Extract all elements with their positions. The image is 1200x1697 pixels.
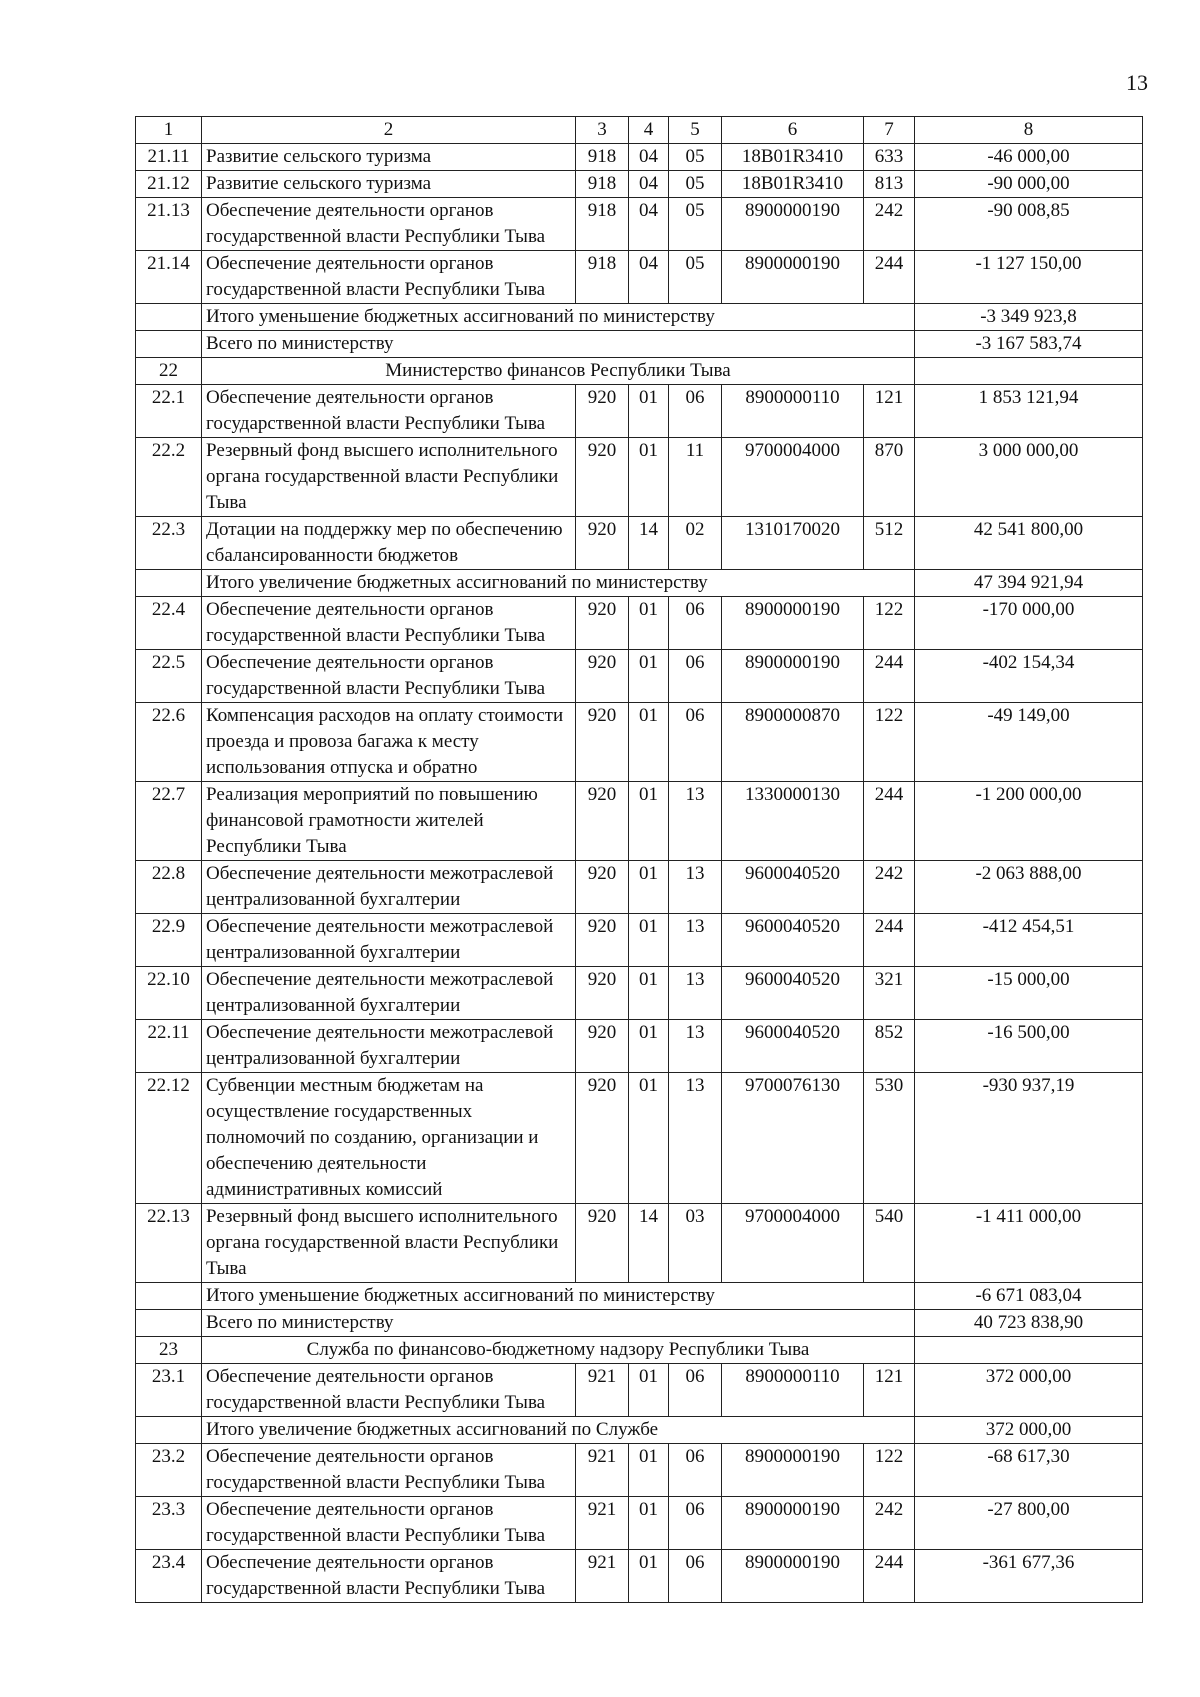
amount: -361 677,36	[915, 1550, 1143, 1603]
target-article-code: 9600040520	[722, 861, 864, 914]
row-number: 23.4	[136, 1550, 202, 1603]
subsection-code: 13	[669, 967, 722, 1020]
expense-type-code: 122	[864, 597, 915, 650]
row-number: 23.1	[136, 1364, 202, 1417]
amount: -1 411 000,00	[915, 1204, 1143, 1283]
table-row	[136, 967, 1143, 1020]
ministry-code: 920	[576, 517, 629, 570]
target-article-code: 18B01R3410	[722, 144, 864, 171]
table-row	[136, 1020, 1143, 1073]
section-number: 23	[136, 1337, 202, 1364]
subsection-code: 11	[669, 438, 722, 517]
row-number: 22.5	[136, 650, 202, 703]
row-number: 22.9	[136, 914, 202, 967]
section-code: 04	[629, 251, 669, 304]
row-description: Резервный фонд высшего исполнительного органа государственной власти Республики Тыва	[202, 438, 576, 517]
amount: -2 063 888,00	[915, 861, 1143, 914]
row-description: Дотации на поддержку мер по обеспечению сбалансированности бюджетов	[202, 517, 576, 570]
section-code: 01	[629, 967, 669, 1020]
section-code: 01	[629, 650, 669, 703]
table-row	[136, 650, 1143, 703]
total-amount: -3 349 923,8	[915, 304, 1143, 331]
row-description: Обеспечение деятельности органов государственной власти Республики Тыва	[202, 1364, 576, 1417]
target-article-code: 8900000190	[722, 1497, 864, 1550]
row-number: 22.11	[136, 1020, 202, 1073]
target-article-code: 9600040520	[722, 1020, 864, 1073]
section-code: 01	[629, 1550, 669, 1603]
total-row	[136, 1310, 1143, 1337]
table-row	[136, 144, 1143, 171]
total-label: Итого увеличение бюджетных ассигнований по Службе	[202, 1417, 915, 1444]
ministry-code: 921	[576, 1364, 629, 1417]
table-row	[136, 1073, 1143, 1204]
section-code: 01	[629, 438, 669, 517]
column-header: 8	[915, 117, 1143, 144]
row-description: Обеспечение деятельности межотраслевой централизованной бухгалтерии	[202, 914, 576, 967]
subsection-code: 06	[669, 597, 722, 650]
table-row	[136, 171, 1143, 198]
expense-type-code: 852	[864, 1020, 915, 1073]
expense-type-code: 244	[864, 782, 915, 861]
subsection-code: 05	[669, 171, 722, 198]
column-header: 4	[629, 117, 669, 144]
table-row	[136, 703, 1143, 782]
expense-type-code: 870	[864, 438, 915, 517]
row-number: 22.6	[136, 703, 202, 782]
total-spacer	[136, 1417, 202, 1444]
table-row	[136, 1444, 1143, 1497]
subsection-code: 05	[669, 251, 722, 304]
ministry-code: 920	[576, 703, 629, 782]
ministry-code: 920	[576, 914, 629, 967]
total-label: Итого уменьшение бюджетных ассигнований по министерству	[202, 1283, 915, 1310]
row-number: 22.12	[136, 1073, 202, 1204]
row-description: Развитие сельского туризма	[202, 171, 576, 198]
row-description: Обеспечение деятельности органов государственной власти Республики Тыва	[202, 251, 576, 304]
expense-type-code: 530	[864, 1073, 915, 1204]
target-article-code: 9600040520	[722, 967, 864, 1020]
row-description: Обеспечение деятельности органов государственной власти Республики Тыва	[202, 198, 576, 251]
ministry-code: 921	[576, 1497, 629, 1550]
row-description: Обеспечение деятельности межотраслевой централизованной бухгалтерии	[202, 967, 576, 1020]
row-description: Обеспечение деятельности межотраслевой централизованной бухгалтерии	[202, 1020, 576, 1073]
expense-type-code: 540	[864, 1204, 915, 1283]
expense-type-code: 121	[864, 385, 915, 438]
subsection-code: 06	[669, 650, 722, 703]
row-description: Обеспечение деятельности органов государственной власти Республики Тыва	[202, 1444, 576, 1497]
budget-table	[135, 116, 1143, 1603]
expense-type-code: 244	[864, 1550, 915, 1603]
section-code: 14	[629, 517, 669, 570]
table-row	[136, 251, 1143, 304]
subsection-code: 03	[669, 1204, 722, 1283]
target-article-code: 1330000130	[722, 782, 864, 861]
total-label: Итого уменьшение бюджетных ассигнований по министерству	[202, 304, 915, 331]
column-header: 6	[722, 117, 864, 144]
subsection-code: 06	[669, 385, 722, 438]
row-description: Развитие сельского туризма	[202, 144, 576, 171]
total-spacer	[136, 1283, 202, 1310]
section-code: 04	[629, 144, 669, 171]
expense-type-code: 242	[864, 1497, 915, 1550]
total-row	[136, 331, 1143, 358]
expense-type-code: 242	[864, 861, 915, 914]
target-article-code: 8900000190	[722, 198, 864, 251]
target-article-code: 8900000190	[722, 1550, 864, 1603]
section-code: 04	[629, 198, 669, 251]
row-number: 22.10	[136, 967, 202, 1020]
section-code: 01	[629, 1364, 669, 1417]
ministry-code: 920	[576, 438, 629, 517]
subsection-code: 13	[669, 782, 722, 861]
table-row	[136, 517, 1143, 570]
subsection-code: 06	[669, 703, 722, 782]
target-article-code: 8900000870	[722, 703, 864, 782]
row-number: 21.14	[136, 251, 202, 304]
section-spacer	[915, 1337, 1143, 1364]
ministry-code: 920	[576, 861, 629, 914]
amount: -1 127 150,00	[915, 251, 1143, 304]
total-spacer	[136, 331, 202, 358]
section-code: 01	[629, 1444, 669, 1497]
ministry-code: 920	[576, 385, 629, 438]
section-code: 01	[629, 597, 669, 650]
page-number: 13	[1126, 70, 1148, 95]
section-title: Министерство финансов Республики Тыва	[202, 358, 915, 385]
amount: -27 800,00	[915, 1497, 1143, 1550]
row-description: Обеспечение деятельности органов государственной власти Республики Тыва	[202, 385, 576, 438]
target-article-code: 8900000190	[722, 650, 864, 703]
section-row	[136, 358, 1143, 385]
expense-type-code: 122	[864, 703, 915, 782]
section-spacer	[915, 358, 1143, 385]
total-amount: -3 167 583,74	[915, 331, 1143, 358]
section-code: 01	[629, 782, 669, 861]
column-header-row	[136, 117, 1143, 144]
subsection-code: 05	[669, 198, 722, 251]
total-row	[136, 1283, 1143, 1310]
target-article-code: 1310170020	[722, 517, 864, 570]
row-number: 23.3	[136, 1497, 202, 1550]
row-description: Обеспечение деятельности органов государственной власти Республики Тыва	[202, 1550, 576, 1603]
row-number: 22.7	[136, 782, 202, 861]
table-row	[136, 1204, 1143, 1283]
table-row	[136, 914, 1143, 967]
ministry-code: 918	[576, 198, 629, 251]
row-description: Обеспечение деятельности межотраслевой централизованной бухгалтерии	[202, 861, 576, 914]
target-article-code: 9700004000	[722, 1204, 864, 1283]
total-amount: 40 723 838,90	[915, 1310, 1143, 1337]
ministry-code: 918	[576, 251, 629, 304]
section-code: 01	[629, 1497, 669, 1550]
row-description: Резервный фонд высшего исполнительного органа государственной власти Республики Тыва	[202, 1204, 576, 1283]
target-article-code: 9700004000	[722, 438, 864, 517]
expense-type-code: 244	[864, 914, 915, 967]
ministry-code: 920	[576, 1020, 629, 1073]
row-description: Реализация мероприятий по повышению финансовой грамотности жителей Республики Тыва	[202, 782, 576, 861]
ministry-code: 920	[576, 650, 629, 703]
table-row	[136, 438, 1143, 517]
amount: -15 000,00	[915, 967, 1143, 1020]
section-row	[136, 1337, 1143, 1364]
target-article-code: 9700076130	[722, 1073, 864, 1204]
amount: -170 000,00	[915, 597, 1143, 650]
expense-type-code: 244	[864, 650, 915, 703]
amount: 1 853 121,94	[915, 385, 1143, 438]
amount: -412 454,51	[915, 914, 1143, 967]
row-description: Обеспечение деятельности органов государственной власти Республики Тыва	[202, 597, 576, 650]
amount: -49 149,00	[915, 703, 1143, 782]
row-number: 23.2	[136, 1444, 202, 1497]
table-row	[136, 1550, 1143, 1603]
ministry-code: 921	[576, 1550, 629, 1603]
section-number: 22	[136, 358, 202, 385]
column-header: 1	[136, 117, 202, 144]
column-header: 5	[669, 117, 722, 144]
table-body	[136, 117, 1143, 1603]
column-header: 7	[864, 117, 915, 144]
subsection-code: 06	[669, 1550, 722, 1603]
row-number: 22.13	[136, 1204, 202, 1283]
row-description: Обеспечение деятельности органов государственной власти Республики Тыва	[202, 650, 576, 703]
total-spacer	[136, 1310, 202, 1337]
subsection-code: 06	[669, 1364, 722, 1417]
expense-type-code: 121	[864, 1364, 915, 1417]
row-number: 22.4	[136, 597, 202, 650]
row-number: 22.3	[136, 517, 202, 570]
table-row	[136, 597, 1143, 650]
amount: 372 000,00	[915, 1364, 1143, 1417]
ministry-code: 920	[576, 1073, 629, 1204]
column-header: 3	[576, 117, 629, 144]
table-row	[136, 1364, 1143, 1417]
table-row	[136, 385, 1143, 438]
expense-type-code: 242	[864, 198, 915, 251]
target-article-code: 8900000190	[722, 597, 864, 650]
total-label: Итого увеличение бюджетных ассигнований по министерству	[202, 570, 915, 597]
section-code: 01	[629, 861, 669, 914]
ministry-code: 920	[576, 1204, 629, 1283]
row-number: 22.8	[136, 861, 202, 914]
subsection-code: 06	[669, 1497, 722, 1550]
ministry-code: 918	[576, 171, 629, 198]
amount: -90 008,85	[915, 198, 1143, 251]
table-row	[136, 782, 1143, 861]
subsection-code: 13	[669, 914, 722, 967]
subsection-code: 13	[669, 1073, 722, 1204]
target-article-code: 8900000190	[722, 251, 864, 304]
expense-type-code: 512	[864, 517, 915, 570]
subsection-code: 06	[669, 1444, 722, 1497]
amount: -68 617,30	[915, 1444, 1143, 1497]
target-article-code: 8900000110	[722, 1364, 864, 1417]
column-header: 2	[202, 117, 576, 144]
row-number: 21.11	[136, 144, 202, 171]
expense-type-code: 633	[864, 144, 915, 171]
section-code: 01	[629, 1020, 669, 1073]
subsection-code: 13	[669, 861, 722, 914]
row-description: Обеспечение деятельности органов государственной власти Республики Тыва	[202, 1497, 576, 1550]
amount: 42 541 800,00	[915, 517, 1143, 570]
section-code: 01	[629, 385, 669, 438]
total-spacer	[136, 570, 202, 597]
total-row	[136, 304, 1143, 331]
ministry-code: 920	[576, 782, 629, 861]
subsection-code: 13	[669, 1020, 722, 1073]
expense-type-code: 244	[864, 251, 915, 304]
table-row	[136, 198, 1143, 251]
section-title: Служба по финансово-бюджетному надзору Республики Тыва	[202, 1337, 915, 1364]
table-row	[136, 1497, 1143, 1550]
subsection-code: 05	[669, 144, 722, 171]
ministry-code: 918	[576, 144, 629, 171]
section-code: 14	[629, 1204, 669, 1283]
amount: -16 500,00	[915, 1020, 1143, 1073]
total-spacer	[136, 304, 202, 331]
amount: -1 200 000,00	[915, 782, 1143, 861]
section-code: 04	[629, 171, 669, 198]
ministry-code: 921	[576, 1444, 629, 1497]
section-code: 01	[629, 703, 669, 782]
ministry-code: 920	[576, 967, 629, 1020]
row-number: 21.12	[136, 171, 202, 198]
amount: -930 937,19	[915, 1073, 1143, 1204]
subsection-code: 02	[669, 517, 722, 570]
table-row	[136, 861, 1143, 914]
target-article-code: 8900000190	[722, 1444, 864, 1497]
row-number: 22.1	[136, 385, 202, 438]
total-row	[136, 1417, 1143, 1444]
target-article-code: 9600040520	[722, 914, 864, 967]
row-description: Компенсация расходов на оплату стоимости проезда и провоза багажа к месту использования отпуска и обратно	[202, 703, 576, 782]
ministry-code: 920	[576, 597, 629, 650]
total-amount: -6 671 083,04	[915, 1283, 1143, 1310]
expense-type-code: 122	[864, 1444, 915, 1497]
row-description: Субвенции местным бюджетам на осуществление государственных полномочий по созданию, организации и обеспечению деятельности административных комиссий	[202, 1073, 576, 1204]
section-code: 01	[629, 1073, 669, 1204]
target-article-code: 8900000110	[722, 385, 864, 438]
row-number: 21.13	[136, 198, 202, 251]
row-number: 22.2	[136, 438, 202, 517]
amount: -46 000,00	[915, 144, 1143, 171]
amount: -402 154,34	[915, 650, 1143, 703]
amount: 3 000 000,00	[915, 438, 1143, 517]
total-label: Всего по министерству	[202, 331, 915, 358]
expense-type-code: 813	[864, 171, 915, 198]
section-code: 01	[629, 914, 669, 967]
total-row	[136, 570, 1143, 597]
target-article-code: 18B01R3410	[722, 171, 864, 198]
total-amount: 47 394 921,94	[915, 570, 1143, 597]
amount: -90 000,00	[915, 171, 1143, 198]
total-label: Всего по министерству	[202, 1310, 915, 1337]
total-amount: 372 000,00	[915, 1417, 1143, 1444]
expense-type-code: 321	[864, 967, 915, 1020]
